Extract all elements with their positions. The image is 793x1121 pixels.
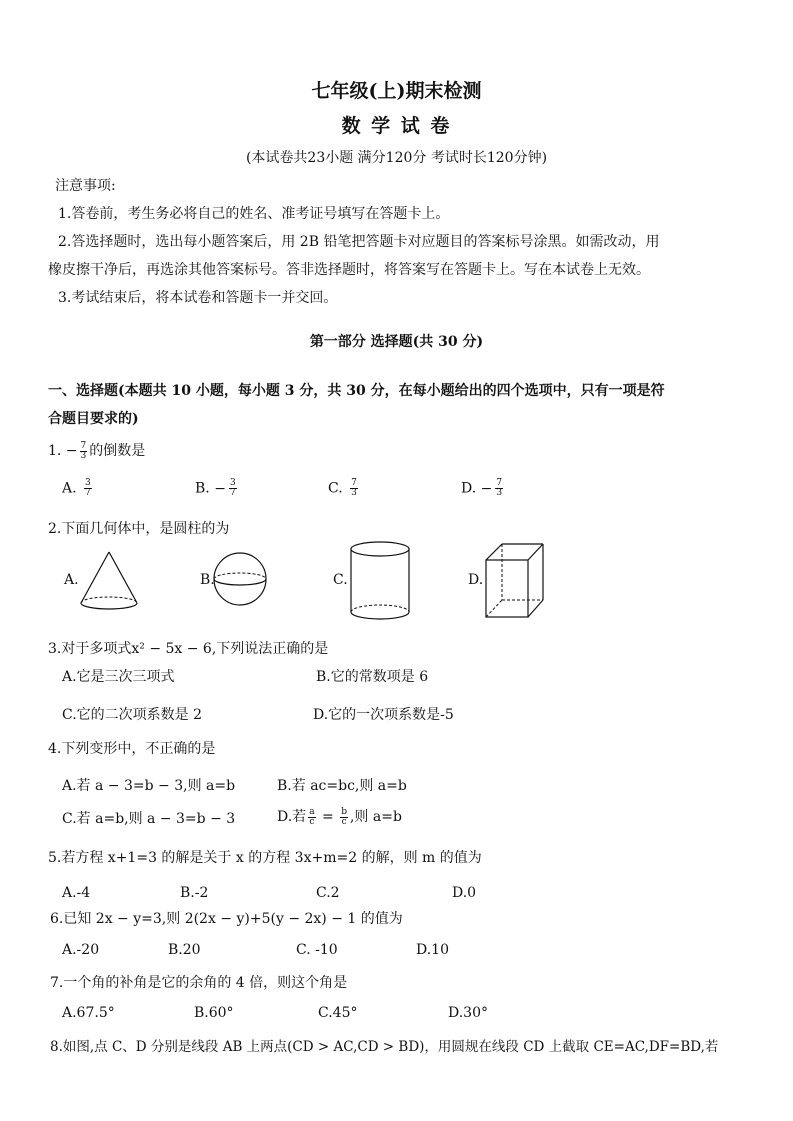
question-7-option-c: C.45° [318, 1005, 358, 1021]
question-5-option-c: C.2 [316, 885, 340, 901]
question-6-stem: 6.已知 2x − y=3,则 2(2x − y)+5(y − 2x) − 1 的值为 [50, 911, 403, 927]
question-8-stem: 8.如图,点 C、D 分别是线段 AB 上两点(CD > AC,CD > BD)，用圆规在线段 CD 上截取 CE=AC,DF=BD,若 [50, 1039, 719, 1055]
question-2-option-b-label: B. [200, 572, 215, 588]
cube-icon [484, 542, 546, 620]
exam-title: 七年级(上)期末检测 [311, 80, 482, 102]
notice-item-3: 3.考试结束后，将本试卷和答题卡一并交回。 [58, 290, 338, 306]
fraction: $\frac{b}{c}$ [341, 806, 347, 827]
fraction: $\frac{7}{3}$ [80, 440, 87, 461]
section-heading-line1: 一、选择题(本题共 10 小题，每小题 3 分，共 30 分，在每小题给出的四个选项中，只有一项是符 [48, 383, 665, 399]
part-title: 第一部分 选择题(共 30 分) [309, 334, 484, 350]
exam-info: (本试卷共23小题 满分120分 考试时长120分钟) [245, 150, 548, 166]
question-5-stem: 5.若方程 x+1=3 的解是关于 x 的方程 3x+m=2 的解，则 m 的值为 [48, 850, 482, 866]
question-3-option-d: D.它的一次项系数是-5 [313, 707, 454, 723]
fraction: $\frac{7}{3}$ [351, 478, 357, 498]
question-4-option-a: A.若 a − 3=b − 3,则 a=b [62, 778, 236, 794]
fraction: $\frac{3}{7}$ [229, 478, 236, 498]
question-5-option-d: D.0 [452, 885, 477, 901]
question-2-stem: 2.下面几何体中，是圆柱的为 [48, 521, 230, 537]
notice-item-1: 1.答卷前，考生务必将自己的姓名、准考证号填写在答题卡上。 [58, 206, 450, 222]
question-4-option-b: B.若 ac=bc,则 a=b [277, 778, 407, 794]
sphere-icon [212, 550, 268, 608]
question-3-option-c: C.它的二次项系数是 2 [62, 707, 203, 723]
cone-icon [78, 550, 140, 614]
question-2-option-d-label: D. [468, 572, 484, 588]
fraction: $\frac{a}{c}$ [309, 806, 315, 827]
question-6-option-a: A.-20 [62, 942, 100, 958]
question-6-option-b: B.20 [168, 942, 201, 958]
question-6-option-c: C. -10 [296, 942, 338, 958]
question-5-option-b: B.-2 [180, 885, 209, 901]
question-1-stem: 1. − $\frac{7}{3}$ 的倒数是 [48, 440, 146, 461]
question-7-option-a: A.67.5° [62, 1005, 115, 1021]
fraction: $\frac{3}{7}$ [85, 478, 91, 498]
notice-item-2-cont: 橡皮擦干净后，再选涂其他答案标号。答非选择题时，将答案写在答题卡上。写在本试卷上无效。 [48, 262, 650, 278]
question-3-option-b: B.它的常数项是 6 [316, 669, 429, 685]
question-4-stem: 4.下列变形中，不正确的是 [48, 741, 216, 757]
question-5-option-a: A.-4 [62, 885, 91, 901]
question-1-option-d: D. − $\frac{7}{3}$ [461, 478, 503, 498]
fraction: $\frac{7}{3}$ [496, 478, 503, 498]
question-7-option-d: D.30° [448, 1005, 488, 1021]
question-7-stem: 7.一个角的补角是它的余角的 4 倍，则这个角是 [50, 975, 348, 991]
notice-heading: 注意事项: [55, 178, 116, 194]
question-1-option-a: A. $\frac{3}{7}$ [62, 478, 91, 498]
question-4-option-c: C.若 a=b,则 a − 3=b − 3 [62, 811, 236, 827]
question-1-option-b: B. − $\frac{3}{7}$ [195, 478, 236, 498]
question-4-option-d: D.若 $\frac{a}{c}$ = $\frac{b}{c}$ ,则 a=b [277, 806, 402, 827]
question-1-option-c: C. $\frac{7}{3}$ [328, 478, 357, 498]
question-2-option-c-label: C. [333, 572, 348, 588]
subject-title: 数 学 试 卷 [341, 115, 452, 137]
question-2-option-a-label: A. [64, 572, 79, 588]
question-7-option-b: B.60° [194, 1005, 234, 1021]
question-6-option-d: D.10 [416, 942, 449, 958]
question-3-stem: 3.对于多项式x² − 5x − 6,下列说法正确的是 [48, 641, 329, 657]
cylinder-icon [348, 540, 412, 624]
notice-item-2: 2.答选择题时，选出每小题答案后，用 2B 铅笔把答题卡对应题目的答案标号涂黑。如需改动，用 [58, 234, 660, 250]
question-3-option-a: A.它是三次三项式 [62, 669, 175, 685]
section-heading-line2: 合题目要求的) [48, 411, 139, 427]
